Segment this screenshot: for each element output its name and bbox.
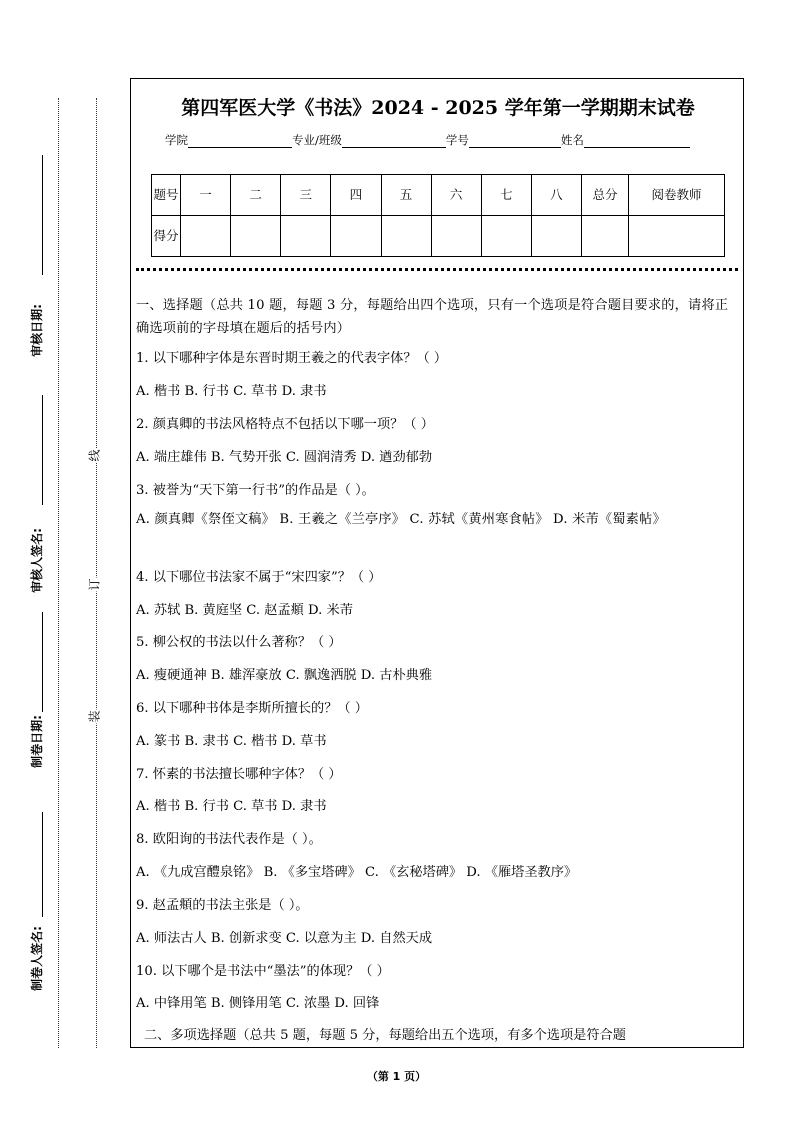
review-date-label: 审核日期: bbox=[29, 304, 44, 357]
score-cell[interactable] bbox=[481, 216, 531, 257]
score-col-2: 二 bbox=[231, 175, 281, 216]
score-cell[interactable] bbox=[381, 216, 431, 257]
options-4: A. 苏轼 B. 黄庭坚 C. 赵孟頫 D. 米芾 bbox=[136, 603, 353, 618]
score-row-label: 得分 bbox=[152, 216, 181, 257]
reviewer-sign-blank[interactable] bbox=[42, 395, 43, 505]
dotted-separator bbox=[136, 268, 738, 271]
college-field[interactable] bbox=[188, 134, 292, 148]
question-6: 6. 以下哪种书体是李斯所擅长的？（ ） bbox=[136, 701, 368, 716]
cut-mark-bind: 订 bbox=[87, 578, 102, 591]
score-cell[interactable] bbox=[231, 216, 281, 257]
college-label: 学院 bbox=[165, 133, 188, 147]
student-id-field[interactable] bbox=[469, 134, 561, 148]
score-col-grader: 阅卷教师 bbox=[629, 175, 725, 216]
options-7: A. 楷书 B. 行书 C. 草书 D. 隶书 bbox=[136, 799, 327, 814]
question-5: 5. 柳公权的书法以什么著称？（ ） bbox=[136, 635, 342, 650]
options-2: A. 端庄雄伟 B. 气势开张 C. 圆润清秀 D. 遒劲郁勃 bbox=[136, 450, 433, 465]
options-3: A. 颜真卿《祭侄文稿》 B. 王羲之《兰亭序》 C. 苏轼《黄州寒食帖》 D. 米芾《蜀素帖》 bbox=[136, 512, 666, 527]
score-col-4: 四 bbox=[331, 175, 381, 216]
question-10: 10. 以下哪个是书法中“墨法”的体现？（ ） bbox=[136, 964, 390, 979]
question-2: 2. 颜真卿的书法风格特点不包括以下哪一项？（ ） bbox=[136, 417, 434, 432]
page-number: （第 1 页） bbox=[366, 1070, 427, 1083]
cut-mark-line: 线 bbox=[87, 449, 102, 462]
dotted-line-inner bbox=[96, 98, 97, 1048]
cut-mark-seal: 装 bbox=[87, 710, 102, 723]
major-field[interactable] bbox=[342, 134, 446, 148]
maker-sign-label: 制卷人签名: bbox=[29, 926, 44, 991]
section2-heading: 二、多项选择题（总共 5 题，每题 5 分，每题给出五个选项，有多个选项是符合题 bbox=[144, 1028, 626, 1043]
question-9: 9. 赵孟頫的书法主张是（ ）。 bbox=[136, 898, 309, 913]
reviewer-sign-label: 审核人签名: bbox=[29, 528, 44, 593]
score-table bbox=[151, 174, 725, 257]
question-3: 3. 被誉为“天下第一行书”的作品是（ ）。 bbox=[136, 483, 375, 498]
score-cell[interactable] bbox=[582, 216, 629, 257]
score-cell[interactable] bbox=[629, 216, 725, 257]
score-col-6: 六 bbox=[431, 175, 481, 216]
make-date-blank[interactable] bbox=[42, 612, 43, 712]
question-8: 8. 欧阳询的书法代表作是（ ）。 bbox=[136, 832, 322, 847]
score-value-row bbox=[152, 216, 725, 257]
score-col-8: 八 bbox=[531, 175, 581, 216]
exam-title: 第四军医大学《书法》2024 - 2025 学年第一学期期末试卷 bbox=[181, 97, 695, 119]
dotted-line-outer bbox=[58, 98, 59, 1048]
score-col-total: 总分 bbox=[582, 175, 629, 216]
question-number-label: 题号 bbox=[152, 175, 181, 216]
make-date-label: 制卷日期: bbox=[29, 715, 44, 768]
score-col-7: 七 bbox=[481, 175, 531, 216]
score-cell[interactable] bbox=[281, 216, 331, 257]
name-field[interactable] bbox=[584, 134, 690, 148]
options-9: A. 师法古人 B. 创新求变 C. 以意为主 D. 自然天成 bbox=[136, 931, 433, 946]
question-4: 4. 以下哪位书法家不属于“宋四家”？（ ） bbox=[136, 570, 382, 585]
binding-sidebar bbox=[0, 0, 125, 1122]
options-1: A. 楷书 B. 行书 C. 草书 D. 隶书 bbox=[136, 384, 327, 399]
student-id-label: 学号 bbox=[445, 133, 469, 147]
score-cell[interactable] bbox=[181, 216, 231, 257]
options-8: A. 《九成宫醴泉铭》 B. 《多宝塔碑》 C. 《玄秘塔碑》 D. 《雁塔圣教序》 bbox=[136, 865, 578, 880]
options-6: A. 篆书 B. 隶书 C. 楷书 D. 草书 bbox=[136, 734, 327, 749]
options-10: A. 中锋用笔 B. 侧锋用笔 C. 浓墨 D. 回锋 bbox=[136, 996, 380, 1011]
score-col-5: 五 bbox=[381, 175, 431, 216]
maker-sign-blank[interactable] bbox=[42, 812, 43, 917]
score-cell[interactable] bbox=[331, 216, 381, 257]
score-col-3: 三 bbox=[281, 175, 331, 216]
exam-frame bbox=[130, 78, 744, 1048]
score-cell[interactable] bbox=[531, 216, 581, 257]
score-cell[interactable] bbox=[431, 216, 481, 257]
name-label: 姓名 bbox=[560, 133, 584, 147]
options-5: A. 瘦硬通神 B. 雄浑豪放 C. 飘逸洒脱 D. 古朴典雅 bbox=[136, 668, 433, 683]
review-date-blank[interactable] bbox=[42, 155, 43, 275]
major-label: 专业/班级 bbox=[292, 133, 342, 147]
score-header-row bbox=[152, 175, 725, 216]
student-info-row bbox=[165, 132, 690, 148]
question-1: 1. 以下哪种字体是东晋时期王羲之的代表字体？（ ） bbox=[136, 351, 448, 366]
section1-heading: 一、选择题（总共 10 题，每题 3 分，每题给出四个选项，只有一个选项是符合题目要求的，请将正确选项前的字母填在题后的括号内） bbox=[136, 298, 729, 336]
score-col-1: 一 bbox=[181, 175, 231, 216]
question-7: 7. 怀素的书法擅长哪种字体？（ ） bbox=[136, 767, 342, 782]
